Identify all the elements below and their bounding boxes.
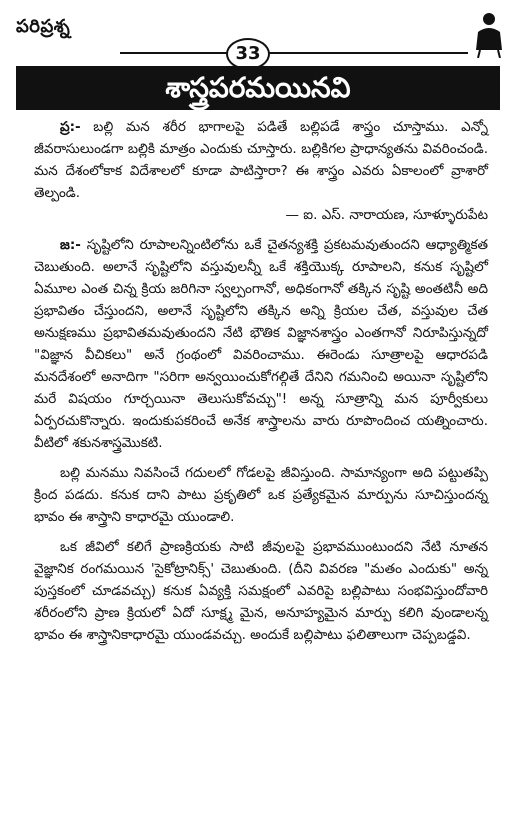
question-signature: — ఐ. ఎస్. నారాయణ, సూళ్ళూరుపేట xyxy=(285,207,488,223)
answer-text: బల్లి మనము నివసించే గదులలో గోడలపై జీవిస్తుంది. సామాన్యంగా అది పట్టుతప్పి క్రింద పడదు. కనుక దాని పాటు ప్రకృతిలో ఒక ప్రత్యేకమైన మార్పును సూచిస్తుందన్న భావం ఈ శాస్త్రాని కాధారమై యుండాలి. xyxy=(34,465,488,525)
answer-paragraph xyxy=(34,234,488,454)
question-text: బల్లి మన శరీర భాగాలపై పడితే బల్లిపడే శాస్త్రం చూస్తాము. ఎన్నో జీవరాసులుండగా బల్లికి మాత్రం ఎందుకు చూస్తారు. బల్లికిగల ప్రాధాన్యతను వివరించండి. మన దేశంలోకాక విదేశాలలో కూడా పాటిస్తారా? ఈ శాస్త్రం ఎవరు ఏకాలంలో వ్రాశారో తెల్పండి. xyxy=(34,119,488,201)
header-rule xyxy=(120,52,468,54)
question-paragraph xyxy=(34,116,488,226)
answer-paragraph xyxy=(34,462,488,528)
page-number: 33 xyxy=(226,38,270,70)
answer-label: జ:- xyxy=(60,237,81,253)
answer-paragraph xyxy=(34,536,488,646)
answer-text: సృష్టిలోని రూపాలన్నింటిలోను ఒకే చైతన్యశక్తి ప్రకటమవుతుందని ఆధ్యాత్మికత చెబుతుంది. అలానే సృష్టిలోని వస్తువులన్నీ ఒకే శక్తియొక్క రూపాలని, కనుక సృష్టిలో ఏమూల ఎంత చిన్న క్రియ జరిగినా స్వల్పంగానో, అధికంగానో తక్కిన సృష్టి అంతటినీ అది ప్రభావితం చేస్తుందని, అలానే సృష్టిలోని తక్కిన అన్ని క్రియల చేత, వస్తువుల చేత అనుక్షణము ప్రభావితమవుతుందని నేటి భౌతిక విజ్ఞానశాస్త్రం ఎంతగానో నిరూపిస్తున్నదో "విజ్ఞాన వీచికలు" అనే గ్రంథంలో వివరించాము. ఈరెండు సూత్రాలపై ఆధారపడి మనదేశంలో అనాదిగా "సరిగా అన్వయించుకోగల్గితే దేనిని గమనించి అయినా సృష్టిలోని మరే విషయం గూర్చయినా తెలుసుకోవచ్చు"! అన్న సూత్రాన్ని మన పూర్వీకులు ఏర్పరచుకొన్నారు. ఇందుకుపకరించే అనేక శాస్త్రాలను వారు రూపొందించ యత్నించారు. వీటిలో శకునశాస్త్రమొకటి. xyxy=(34,237,488,451)
article-title: శాస్త్రపరమయినవి xyxy=(16,66,500,110)
page-header xyxy=(0,0,520,62)
figure-illustration-icon xyxy=(472,10,506,58)
magazine-brand: పరిప్రశ్న xyxy=(16,16,71,37)
article-body xyxy=(34,116,488,654)
answer-text: ఒక జీవిలో కలిగే ప్రాణక్రియకు సాటి జీవులపై ప్రభావముంటుందని నేటి నూతన వైజ్ఞానిక రంగమయిన 'సైకోట్రానిక్స్' చెబుతుంది. (దీని వివరణ "మతం ఎందుకు" అన్న పుస్తకంలో చూడవచ్చు) కనుక ఏవ్యక్తి సమక్షంలో ఎవరిపై బల్లిపాటు సంభవిస్తుందోవారి శరీరంలోని ప్రాణ క్రియలో ఏదో సూక్ష్మ మైన, అనూహ్యమైన మార్పు కలిగి వుండాలన్న భావం ఈ శాస్త్రానికాధారమై యుండవచ్చు. అందుకే బల్లిపాటు ఫలితాలుగా చెప్పబడ్డవి. xyxy=(34,539,488,643)
question-label: ప్ర:- xyxy=(60,119,81,135)
